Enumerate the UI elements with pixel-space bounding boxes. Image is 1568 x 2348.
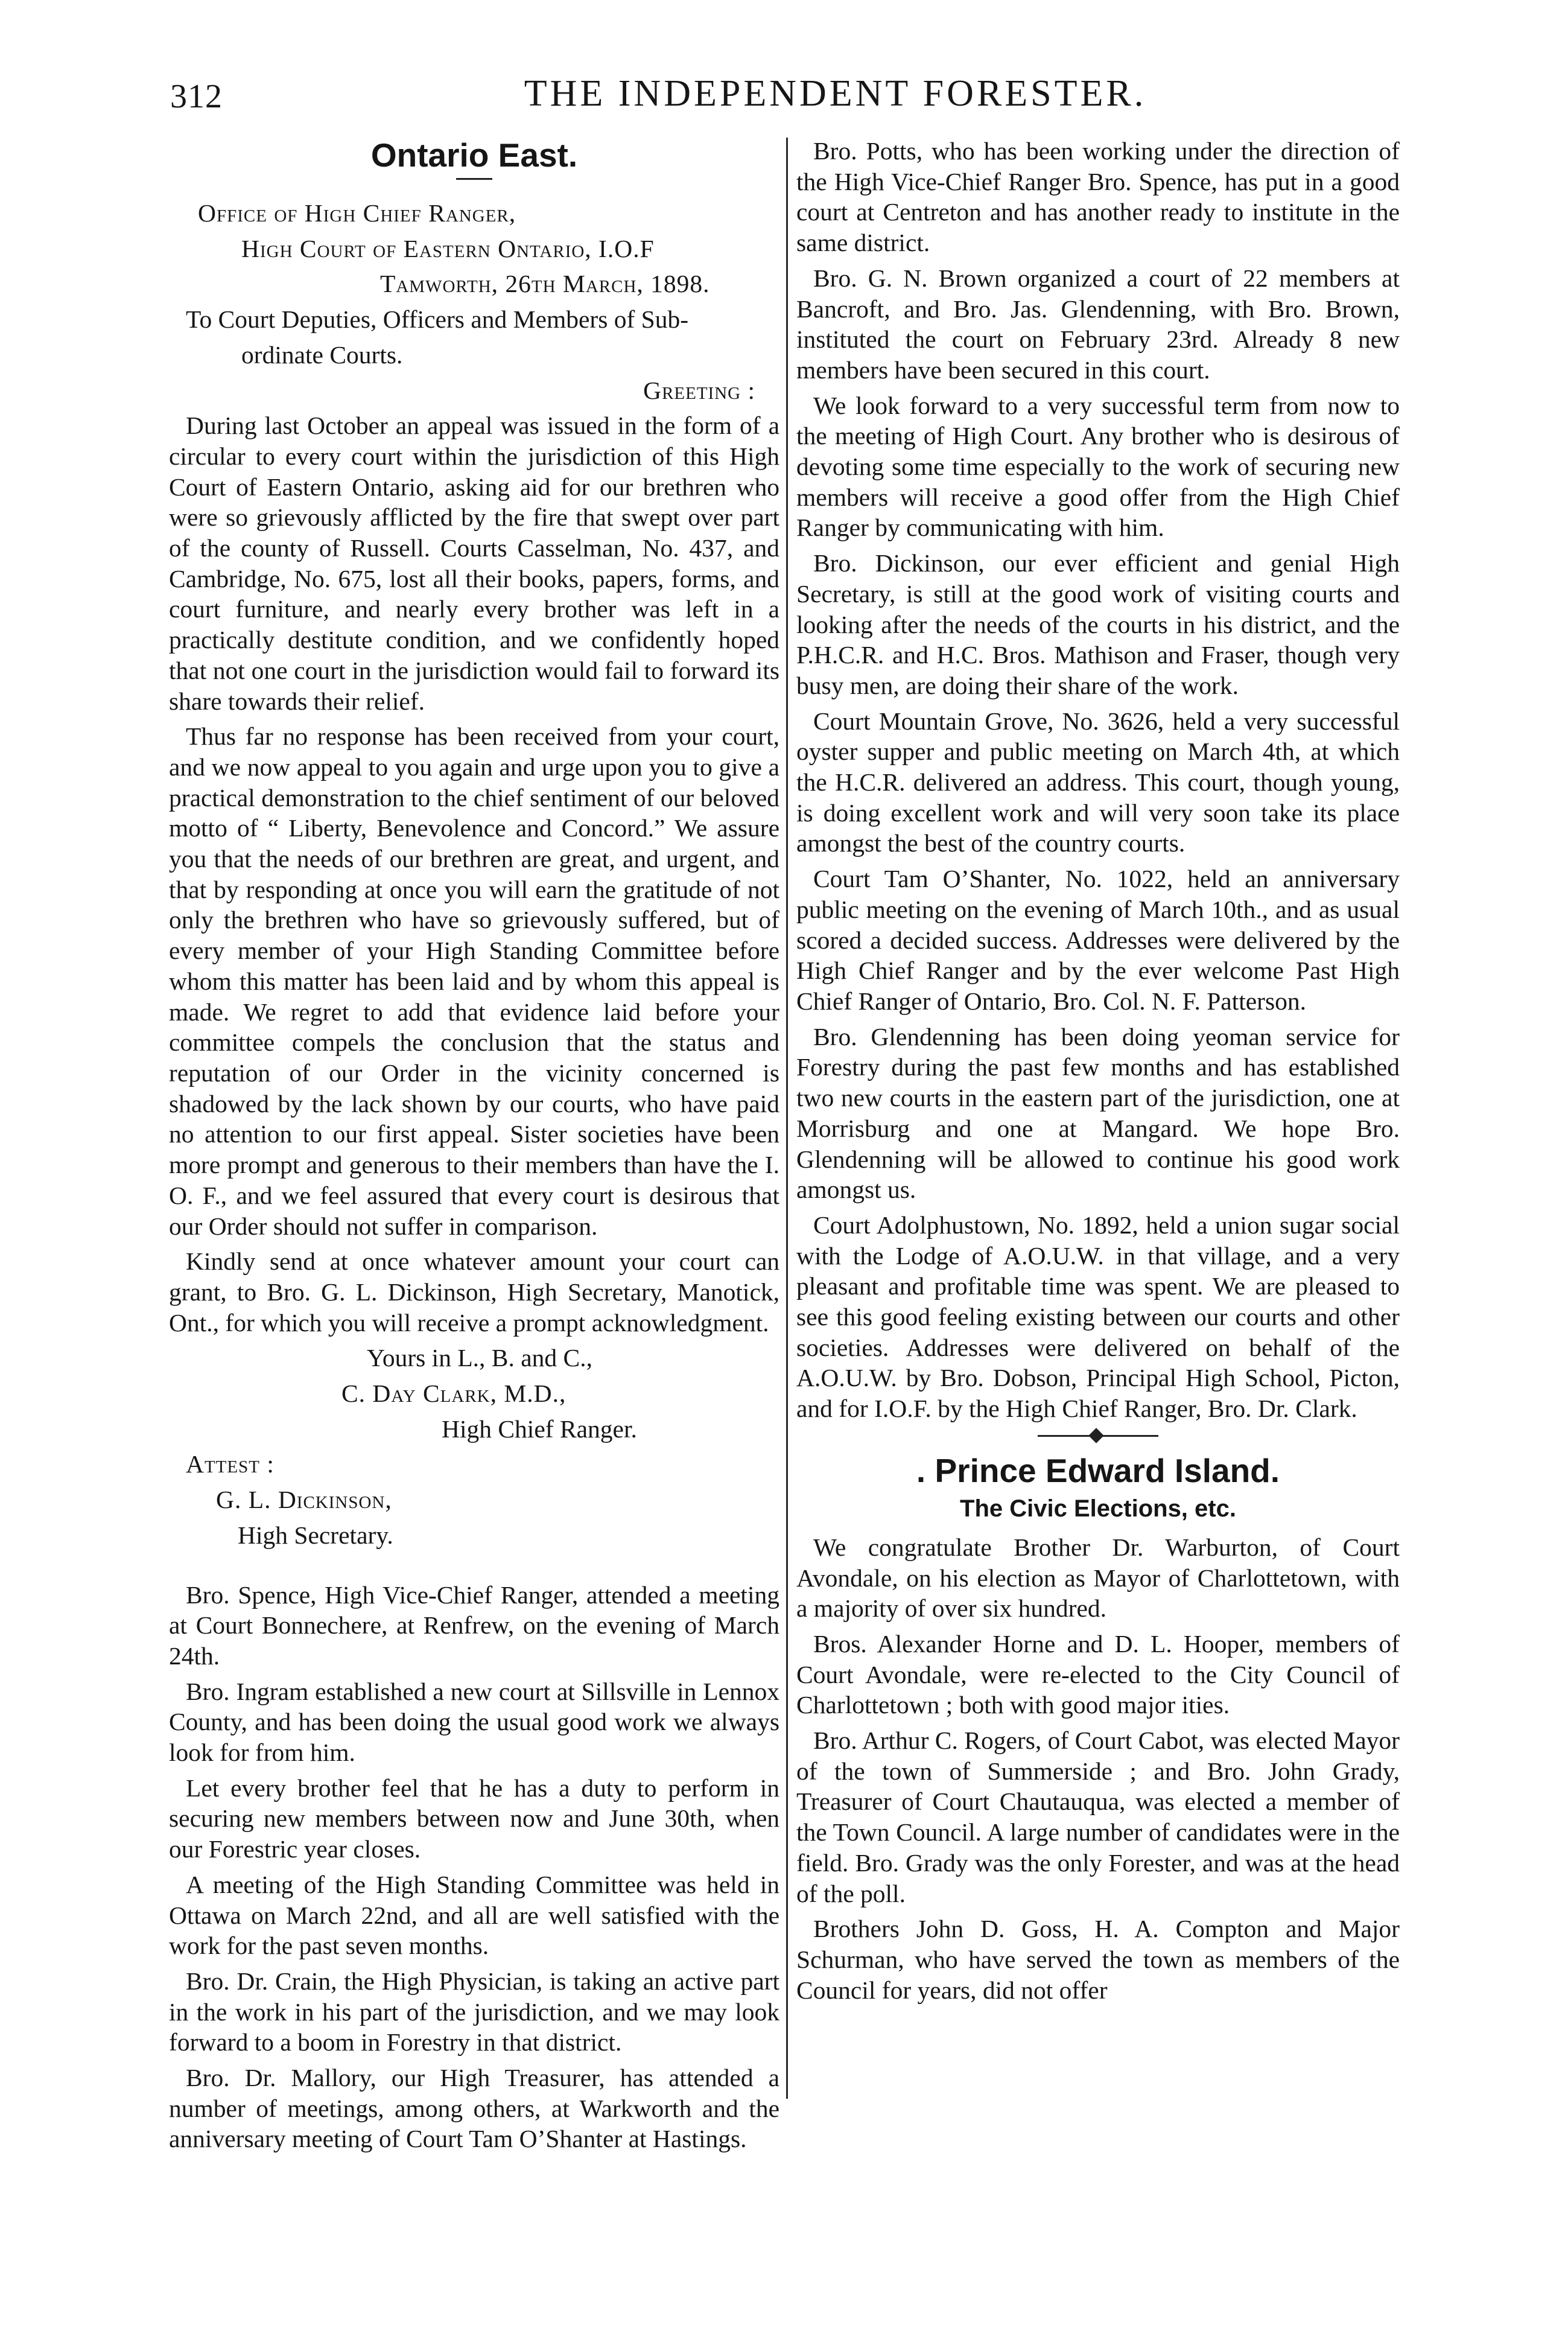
- news-paragraph: We look forward to a very successful term from now to the meeting of High Court. Any brother who is desirous of devoting some time especially to the work of securing new members will receive a good offer from the High Chief Ranger by communicating with him.: [796, 391, 1400, 542]
- letter-paragraph: During last October an appeal was issued in the form of a circular to every court within the jurisdiction of this High Court of Eastern Ontario, asking aid for our brethren who were so grievously afflicted by the fire that swept over part of the county of Russell. Courts Casselman, No. 437, and Cambridge, No. 675, lost all their books, papers, forms, and court furniture, and nearly every brother was left in a practically destitute condition, and we confidently hoped that not one court in the jurisdiction would fail to forward its share towards their relief.: [169, 412, 779, 715]
- news-paragraph: Bro. Dr. Mallory, our High Treasurer, has attended a number of meetings, among others, at Warkworth and the anniversary meeting of Court Tam O’Shanter at Hastings.: [169, 2064, 779, 2153]
- left-column: [169, 136, 779, 2159]
- address-line: ordinate Courts.: [241, 340, 403, 369]
- running-title: THE INDEPENDENT FORESTER.: [524, 73, 1147, 114]
- news-paragraph: Bro. Potts, who has been working under the direction of the High Vice-Chief Ranger Bro. Spence, has put in a good court at Centreton and has another ready to institute in the same district.: [796, 137, 1400, 257]
- diamond-ornament-icon: [1088, 1428, 1103, 1443]
- column-divider: [786, 138, 788, 2099]
- right-column: [796, 136, 1400, 2010]
- letter-closing: Yours in L., B. and C.,: [367, 1344, 592, 1372]
- page-number: 312: [170, 78, 223, 115]
- news-paragraph: Bro. Dr. Crain, the High Physician, is taking an active part in the work in his part of the jurisdiction, and we may look forward to a boom in Forestry in that district.: [169, 1967, 779, 2057]
- news-paragraph: Bro. Glendenning has been doing yeoman service for Forestry during the past few months and has established two new courts in the eastern part of the jurisdiction, one at Morrisburg and one at Mangard. We hope Bro. Glendenning will be allowed to continue his good work amongst us.: [796, 1022, 1400, 1204]
- signer-name: C. Day Clark, M.D.,: [341, 1379, 567, 1408]
- greeting: Greeting :: [643, 376, 755, 404]
- office-line: Office of High Chief Ranger,: [198, 199, 516, 227]
- pei-paragraph: Bro. Arthur C. Rogers, of Court Cabot, was elected Mayor of the town of Summerside ; and Bro. John Grady, Treasurer of Court Chautauqua, was elected a member of the Town Council. A large number of candidates were in the field. Bro. Grady was the only Forester, and was at the head of the poll.: [796, 1726, 1400, 1907]
- section-heading-ontario-east: Ontario East.: [370, 136, 578, 174]
- letter-paragraph: Kindly send at once whatever amount your court can grant, to Bro. G. L. Dickinson, High Secretary, Manotick, Ont., for which you will receive a prompt acknowledgment.: [169, 1247, 779, 1337]
- news-paragraph: Court Tam O’Shanter, No. 1022, held an anniversary public meeting on the evening of March 10th., and as usual scored a decided success. Addresses were delivered by the High Chief Ranger and by the ever welcome Past High Chief Ranger of Ontario, Bro. Col. N. F. Patterson.: [796, 865, 1400, 1015]
- subheading-civic-elections: The Civic Elections, etc.: [960, 1495, 1236, 1522]
- pei-paragraph: We congratulate Brother Dr. Warburton, of Court Avondale, on his election as Mayor of Charlottetown, with a majority of over six hundred.: [796, 1533, 1400, 1623]
- news-paragraph: Court Mountain Grove, No. 3626, held a very successful oyster supper and public meeting on March 4th, at which the H.C.R. delivered an address. This court, though young, is doing excellent work and will very soon take its place amongst the best of the country courts.: [796, 707, 1400, 857]
- ornamental-rule: [1038, 1435, 1158, 1437]
- news-paragraph: Bro. Ingram established a new court at Sillsville in Lennox County, and has been doing the usual good work we always look for from him.: [169, 1677, 779, 1767]
- pei-paragraph: Bros. Alexander Horne and D. L. Hooper, members of Court Avondale, were re-elected to the City Council of Charlottetown ; both with good major ities.: [796, 1629, 1400, 1719]
- attest-title: High Secretary.: [238, 1521, 393, 1549]
- address-line: To Court Deputies, Officers and Members of Sub-: [186, 305, 689, 334]
- news-paragraph: Bro. Dickinson, our ever efficient and genial High Secretary, is still at the good work of visiting courts and looking after the needs of the courts in his district, and the P.H.C.R. and H.C. Bros. Mathison and Fraser, though very busy men, are doing their share of the work.: [796, 549, 1400, 699]
- news-paragraph: Bro. Spence, High Vice-Chief Ranger, attended a meeting at Court Bonnechere, at Renfrew, on the evening of March 24th.: [169, 1580, 779, 1670]
- section-gap: [169, 1556, 779, 1580]
- office-dateline: Tamworth, 26th March, 1898.: [380, 270, 710, 298]
- news-paragraph: A meeting of the High Standing Committee was held in Ottawa on March 22nd, and all are well satisfied with the work for the past seven months.: [169, 1870, 779, 1960]
- attest-label: Attest :: [186, 1450, 275, 1478]
- office-line: High Court of Eastern Ontario, I.O.F: [241, 234, 655, 262]
- news-paragraph: Let every brother feel that he has a duty to perform in securing new members between now and June 30th, when our Forestric year closes.: [169, 1774, 779, 1863]
- news-paragraph: Bro. G. N. Brown organized a court of 22 members at Bancroft, and Bro. Jas. Glendenning, with Bro. Brown, instituted the court on February 23rd. Already 8 new members have been secured in this court.: [796, 264, 1400, 384]
- attest-name: G. L. Dickinson,: [216, 1486, 392, 1514]
- signer-title: High Chief Ranger.: [442, 1414, 637, 1443]
- news-paragraph: Court Adolphustown, No. 1892, held a union sugar social with the Lodge of A.O.U.W. in that village, and a very pleasant and profitable time was spent. We are pleased to see this good feeling existing between our courts and other societies. Addresses were delivered on behalf of the A.O.U.W. by Bro. Dobson, Principal High School, Picton, and for I.O.F. by the High Chief Ranger, Bro. Dr. Clark.: [796, 1211, 1400, 1423]
- short-rule: [456, 178, 492, 180]
- section-heading-prince-edward-island: . Prince Edward Island.: [916, 1451, 1280, 1489]
- pei-paragraph: Brothers John D. Goss, H. A. Compton and Major Schurman, who have served the town as members of the Council for years, did not offer: [796, 1915, 1400, 2004]
- letter-paragraph: Thus far no response has been received from your court, and we now appeal to you again and urge upon you to give a practical demonstration to the chief sentiment of our beloved motto of “ Liberty, Benevolence and Concord.” We assure you that the needs of our brethren are great, and urgent, and that by responding at once you will earn the gratitude of not only the brethren who have so grievously suffered, but of every member of your High Standing Committee before whom this matter has been laid and by whom this appeal is made. We regret to add that evidence laid before your committee compels the conclusion that the status and reputation of our Order in the vicinity concerned is shadowed by the lack shown by our courts, who have paid no attention to our first appeal. Sister societies have been more prompt and generous to their members than have the I. O. F., and we feel assured that every court is desirous that our Order should not suffer in comparison.: [169, 722, 779, 1240]
